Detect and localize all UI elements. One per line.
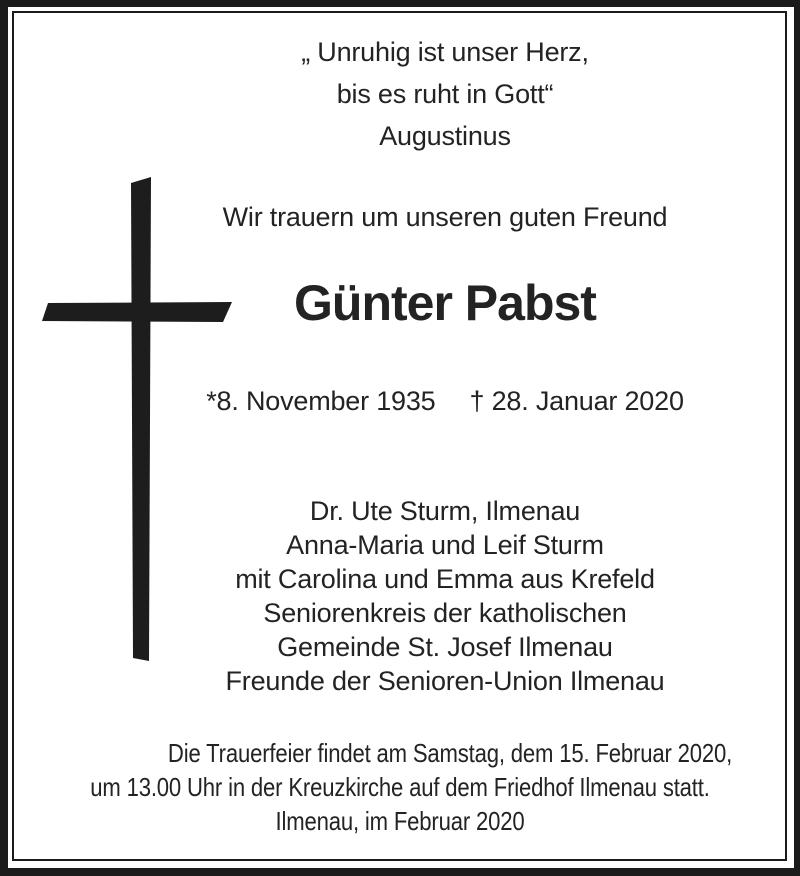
mourner-line: Dr. Ute Sturm, Ilmenau — [309, 496, 581, 526]
funeral-info-line-2: um 13.00 Uhr in der Kreuzkirche auf dem Friedhof Ilmenau statt. — [90, 772, 710, 802]
quote-attribution: Augustinus — [379, 121, 511, 151]
mourner-line: Gemeinde St. Josef Ilmenau — [277, 632, 613, 662]
intro-line: Wir trauern um unseren guten Freund — [222, 202, 668, 232]
birth-date: *8. November 1935 — [206, 386, 436, 416]
mourners-list — [90, 494, 800, 698]
death-date: † 28. Januar 2020 — [469, 386, 684, 416]
mourner-line: Anna-Maria und Leif Sturm — [286, 530, 604, 560]
closing-line: Ilmenau, im Februar 2020 — [275, 806, 525, 836]
memorial-quote — [90, 31, 800, 157]
quote-line-1: „ Unruhig ist unser Herz, — [301, 37, 589, 67]
funeral-info-line-1: Die Trauerfeier findet am Samstag, dem 15. Februar 2020, — [167, 738, 733, 768]
quote-line-2: bis es ruht in Gott“ — [336, 79, 554, 109]
mourner-line: Seniorenkreis der katholischen — [263, 598, 627, 628]
mourner-line: mit Carolina und Emma aus Krefeld — [235, 564, 655, 594]
funeral-information — [10, 736, 790, 838]
deceased-name: Günter Pabst — [294, 275, 596, 331]
mourner-line: Freunde der Senioren-Union Ilmenau — [225, 666, 665, 696]
life-dates — [90, 384, 800, 418]
